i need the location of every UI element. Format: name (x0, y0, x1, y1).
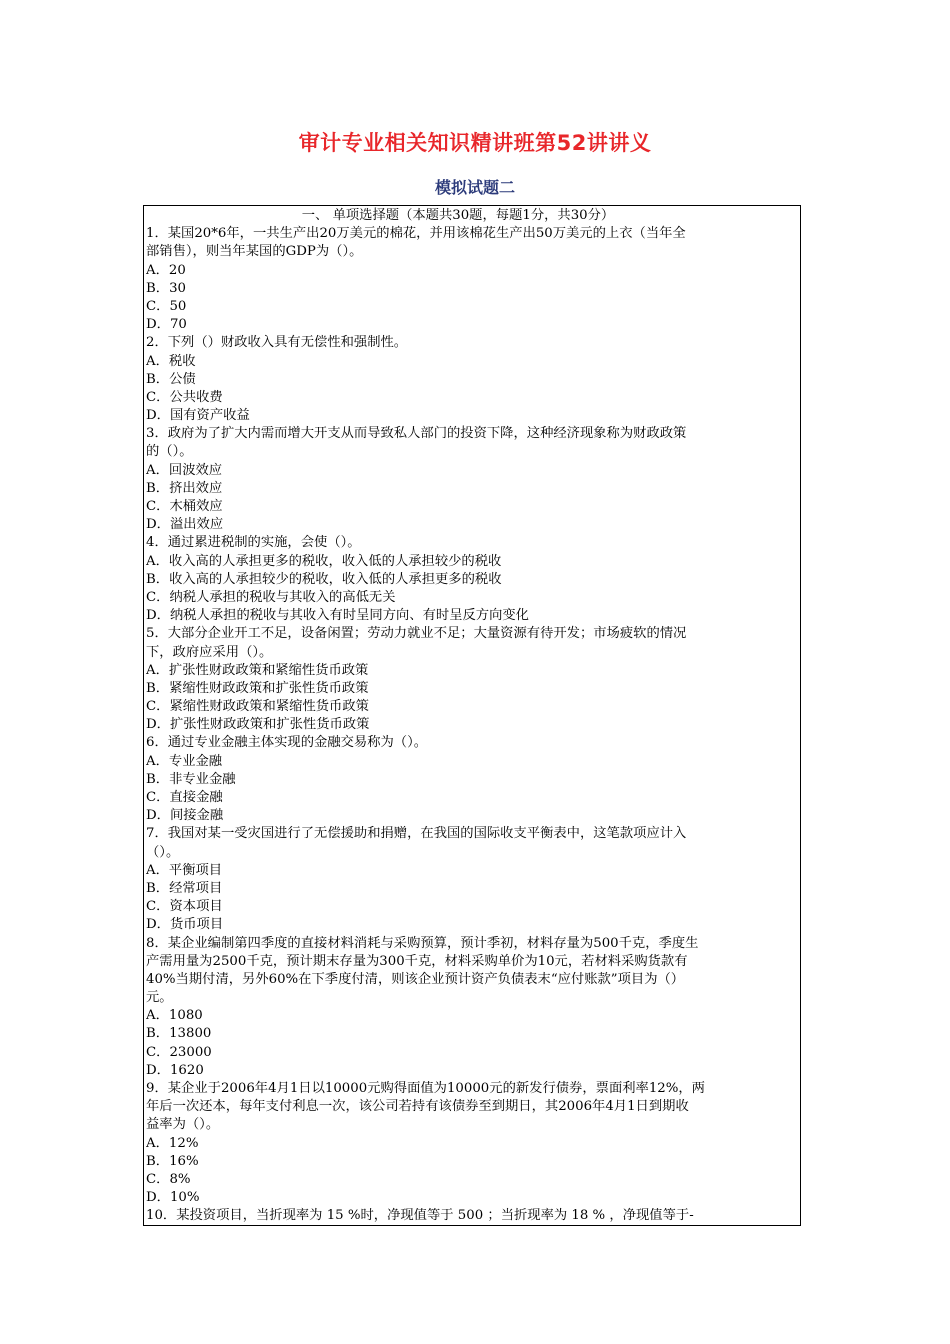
question-line: D．间接金融 (146, 808, 224, 824)
question-line: 8．某企业编制第四季度的直接材料消耗与采购预算，预计季初，材料存量为500千克，季度生 (146, 935, 699, 951)
question-line: A．扩张性财政政策和紧缩性货币政策 (146, 662, 369, 678)
page-subtitle: 模拟试题二 (434, 178, 515, 197)
question-line: 年后一次还本，每年支付利息一次，该公司若持有该债券至到期日，其2006年4月1日到期收 (146, 1099, 689, 1115)
question-line: 益率为（）。 (146, 1117, 220, 1133)
question-line: 部销售），则当年某国的GDP为（）。 (146, 244, 363, 260)
question-line: A．收入高的人承担更多的税收，收入低的人承担较少的税收 (146, 553, 502, 569)
question-line: A．回波效应 (146, 462, 223, 478)
question-line: 的（）。 (146, 444, 193, 460)
question-line: A．1080 (146, 1008, 203, 1024)
question-line: A．20 (146, 262, 186, 278)
question-line: 7．我国对某一受灾国进行了无偿援助和捐赠，在我国的国际收支平衡表中，这笔款项应计入 (146, 826, 687, 842)
question-line: C．8% (146, 1171, 191, 1187)
question-line: B．经常项目 (146, 880, 223, 896)
question-line: 5．大部分企业开工不足，设备闲置；劳动力就业不足；大量资源有待开发；市场疲软的情况 (146, 626, 687, 642)
question-line: C．资本项目 (146, 899, 223, 915)
question-line: D．10% (146, 1190, 200, 1206)
question-line: C．纳税人承担的税收与其收入的高低无关 (146, 589, 396, 605)
question-line: D．纳税人承担的税收与其收入有时呈同方向、有时呈反方向变化 (146, 608, 529, 624)
question-line: B．紧缩性财政政策和扩张性货币政策 (146, 680, 369, 696)
question-line: 1．某国20*6年，一共生产出20万美元的棉花，并用该棉花生产出50万美元的上衣（当年全 (146, 226, 686, 242)
question-line: 9．某企业于2006年4月1日以10000元购得面值为10000元的新发行债券，票面利率12%，两 (146, 1081, 705, 1096)
question-line: 40%当期付清，另外60%在下季度付清，则该企业预计资产负债表末“应付账款”项目为（） (146, 971, 685, 987)
question-box (143, 205, 801, 1226)
question-line: B．16% (146, 1153, 199, 1169)
question-line: A．税收 (146, 353, 196, 369)
question-line: D．70 (146, 317, 187, 333)
question-line: B．13800 (146, 1026, 212, 1042)
question-line: 6．通过专业金融主体实现的金融交易称为（）。 (146, 735, 428, 751)
question-line: 10．某投资项目，当折现率为 15 %时，净现值等于 500 ；当折现率为 18 % ，净现值等于- (146, 1208, 694, 1224)
question-line: C．直接金融 (146, 790, 223, 805)
question-line: B．公债 (146, 371, 196, 387)
question-line: 4．通过累进税制的实施，会使（）。 (146, 535, 361, 551)
question-line: C．木桶效应 (146, 499, 223, 514)
question-line: A．平衡项目 (146, 862, 223, 878)
question-line: B．30 (146, 280, 186, 296)
question-line: A．12% (146, 1135, 199, 1151)
question-line: B．挤出效应 (146, 480, 223, 496)
question-line: 产需用量为2500千克，预计期末存量为300千克，材料采购单价为10元，若材料采购货款有 (146, 953, 688, 969)
question-line: D．国有资产收益 (146, 408, 250, 424)
question-line: C．公共收费 (146, 389, 223, 405)
question-line: C．紧缩性财政政策和紧缩性货币政策 (146, 699, 369, 715)
question-line: （）。 (146, 844, 180, 860)
page-title: 审计专业相关知识精讲班第52讲讲义 (298, 131, 652, 155)
question-line: 下，政府应采用（）。 (146, 644, 273, 660)
question-line: A．专业金融 (146, 753, 223, 769)
question-line: 元。 (146, 990, 173, 1006)
question-line: 2．下列（）财政收入具有无偿性和强制性。 (146, 335, 408, 351)
question-line: D．溢出效应 (146, 517, 224, 533)
question-line: D．扩张性财政政策和扩张性货币政策 (146, 717, 370, 733)
question-line: D．货币项目 (146, 917, 224, 933)
section-heading: 一、 单项选择题（本题共30题，每题1分，共30分） (301, 208, 615, 223)
question-line: B．非专业金融 (146, 771, 236, 787)
question-line: C．50 (146, 298, 187, 314)
question-line: C．23000 (146, 1044, 212, 1060)
question-line: 3．政府为了扩大内需而增大开支从而导致私人部门的投资下降，这种经济现象称为财政政策 (146, 426, 687, 442)
question-lines (146, 225, 800, 1225)
question-line: D．1620 (146, 1062, 204, 1078)
question-line: B．收入高的人承担较少的税收，收入低的人承担更多的税收 (146, 571, 502, 587)
